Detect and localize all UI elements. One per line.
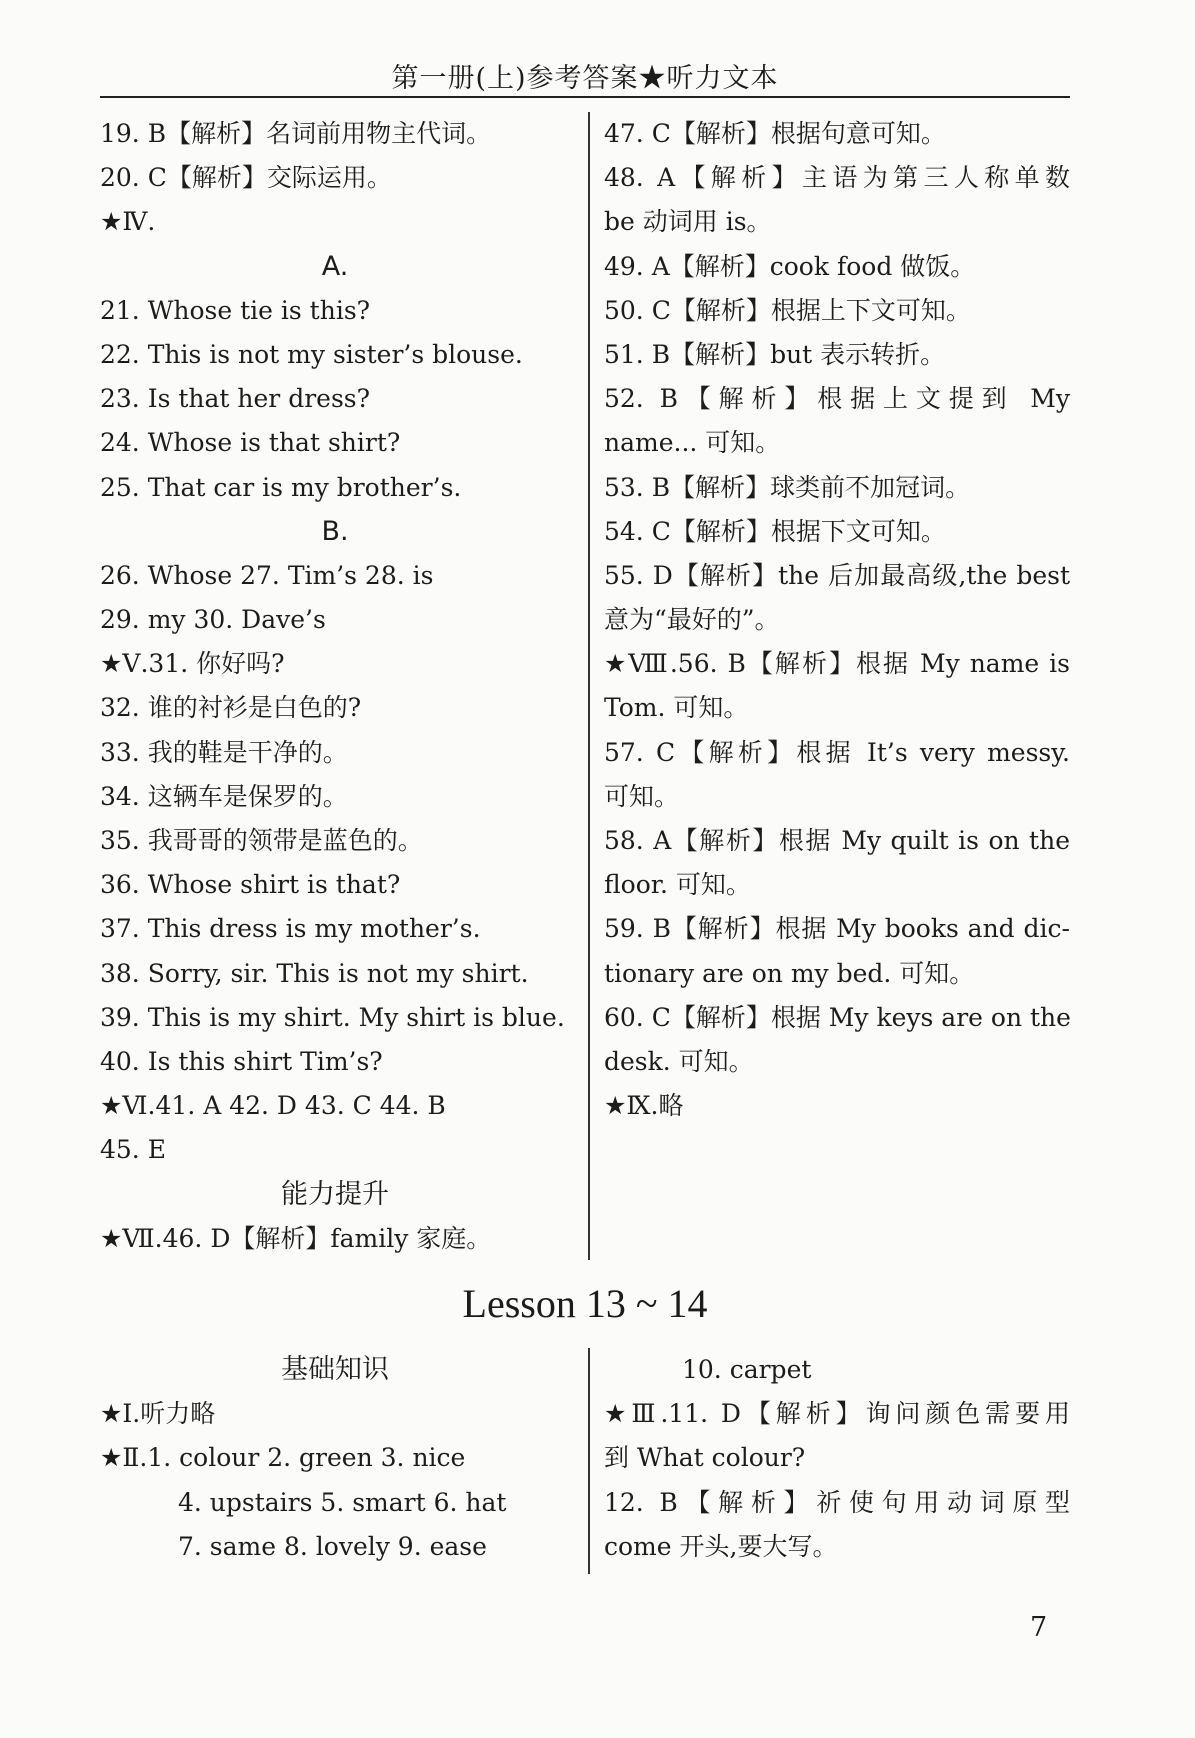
answer-line: tionary are on my bed. 可知。 [604,958,975,988]
answer-line: Tom. 可知。 [604,693,749,723]
top-right-column [604,112,1070,1128]
answer-line: 到 What colour? [604,1443,806,1473]
answer-line: 12. B【解析】祈使句用动词原型 [604,1487,1070,1517]
answer-line: 21. Whose tie is this? [100,295,371,325]
answer-line: 29. my 30. Dave’s [100,605,326,635]
answer-line: 47. C【解析】根据句意可知。 [604,119,946,148]
answer-line: name... 可知。 [604,428,781,458]
answer-line: 4. upstairs 5. smart 6. hat [178,1487,507,1517]
answer-line: desk. 可知。 [604,1046,754,1076]
answer-line: 52. B【解析】根据上文提到 My [604,384,1070,414]
answer-line: 22. This is not my sister’s blouse. [100,339,523,369]
answer-line: 48. A【解析】主语为第三人称单数 [604,163,1070,193]
header-rule [100,96,1070,98]
answer-line: 32. 谁的衬衫是白色的? [100,693,362,723]
answer-line: 33. 我的鞋是干净的。 [100,737,348,767]
answer-line: be 动词用 is。 [604,207,772,237]
answer-line: 60. C【解析】根据 My keys are on the [604,1002,1071,1032]
answer-line: ★Ⅱ.1. colour 2. green 3. nice [100,1443,466,1473]
answer-line: ★Ⅳ. [100,207,156,237]
answer-line: 36. Whose shirt is that? [100,870,401,900]
answer-line: 37. This dress is my mother’s. [100,914,481,944]
answer-line: B. [321,515,349,547]
answer-line: 57. C【解析】根据 It’s very messy. [604,737,1070,767]
answer-line: 40. Is this shirt Tim’s? [100,1046,383,1076]
bottom-column-divider [588,1348,590,1574]
answer-line: 24. Whose is that shirt? [100,428,401,458]
answer-line: 7. same 8. lovely 9. ease [178,1531,487,1561]
top-left-column [100,112,570,1261]
answer-line: ★Ⅷ.56. B【解析】根据 My name is [604,649,1070,679]
answer-line: 58. A【解析】根据 My quilt is on the [604,826,1070,855]
answer-line: 可知。 [604,781,680,811]
answer-line: 49. A【解析】cook food 做饭。 [604,251,976,281]
answer-line: 19. B【解析】名词前用物主代词。 [100,119,492,148]
answer-line: ★Ⅲ.11. D【解析】询问颜色需要用 [604,1399,1070,1429]
answer-line: ★Ⅵ.41. A 42. D 43. C 44. B [100,1091,446,1121]
answer-line: ★Ⅰ.听力略 [100,1399,216,1429]
answer-line: 意为“最好的”。 [604,605,780,635]
answer-line: 50. C【解析】根据上下文可知。 [604,295,971,325]
answer-line: 能力提升 [281,1178,389,1210]
page-header: 第一册(上)参考答案★听力文本 [391,63,779,94]
answer-line: 54. C【解析】根据下文可知。 [604,516,946,546]
answer-line: come 开头,要大写。 [604,1531,838,1561]
page-number: 7 [1030,1612,1048,1643]
answer-line: 45. E [100,1135,166,1165]
answer-line: 35. 我哥哥的领带是蓝色的。 [100,826,423,855]
answer-line: 基础知识 [281,1354,389,1385]
answer-line: 20. C【解析】交际运用。 [100,163,392,193]
answer-line: 10. carpet [682,1355,812,1384]
bottom-left-column [100,1348,570,1569]
answer-line: 39. This is my shirt. My shirt is blue. [100,1002,565,1032]
answer-line: floor. 可知。 [604,870,751,900]
bottom-right-column [604,1348,1070,1569]
top-column-divider [588,112,590,1260]
answer-line: 51. B【解析】but 表示转折。 [604,339,946,369]
answer-line: A. [321,250,349,282]
answer-line: 38. Sorry, sir. This is not my shirt. [100,958,529,988]
answer-line: ★Ⅸ.略 [604,1091,684,1121]
answer-line: ★Ⅶ.46. D【解析】family 家庭。 [100,1223,492,1253]
lesson-title: Lesson 13 ~ 14 [462,1281,708,1326]
answer-line: 53. B【解析】球类前不加冠词。 [604,472,971,502]
answer-line: 25. That car is my brother’s. [100,472,462,502]
answer-line: 26. Whose 27. Tim’s 28. is [100,560,434,590]
answer-line: 34. 这辆车是保罗的。 [100,781,348,811]
answer-line: 55. D【解析】the 后加最高级,the best [604,560,1070,590]
answer-line: ★Ⅴ.31. 你好吗? [100,649,285,679]
answer-line: 59. B【解析】根据 My books and dic- [604,914,1070,944]
answer-line: 23. Is that her dress? [100,384,371,414]
